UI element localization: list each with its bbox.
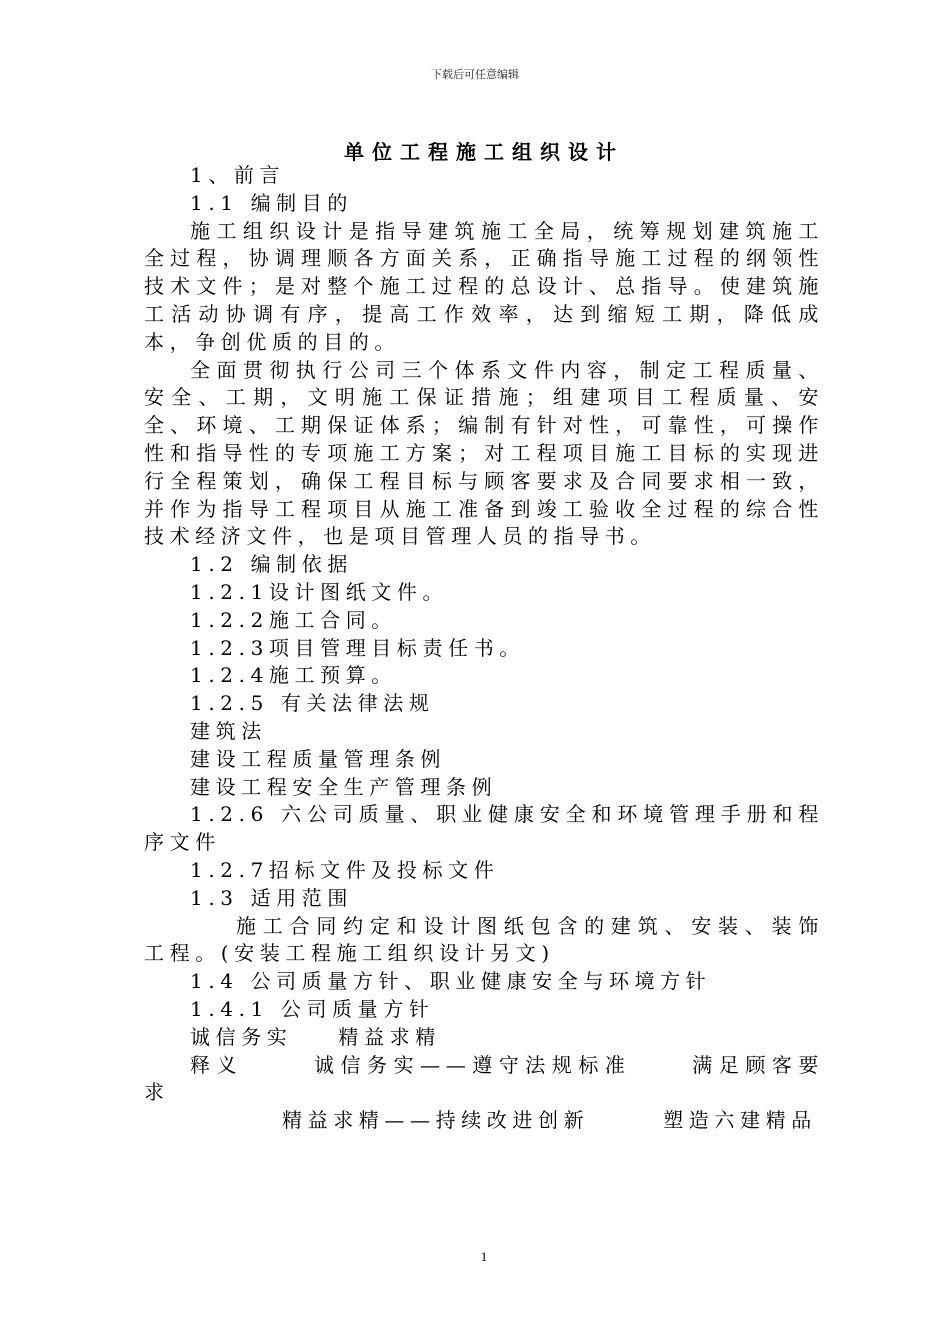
quality-policy-a: 诚信务实: [190, 1024, 293, 1049]
basis-item-1: 1.2.1设计图纸文件。: [190, 579, 449, 604]
basis-item-6: 1.2.6 六公司质量、职业健康安全和环境管理手册和程序文件: [144, 802, 824, 855]
section-heading-1-1: 1.1 编制目的: [190, 190, 353, 215]
explanation-line-2: [144, 1107, 824, 1135]
document-body: [144, 162, 824, 1135]
basis-item-7: 1.2.7招标文件及投标文件: [190, 857, 500, 882]
explanation-2-b: 塑造六建精品: [663, 1108, 817, 1133]
page-header-note: 下载后可任意编辑: [431, 68, 519, 81]
page-number: 1: [480, 1249, 488, 1264]
section-heading-1-4-1: 1.4.1 公司质量方针: [190, 996, 435, 1021]
explanation-1-b: 满足顾客要求: [144, 1052, 825, 1105]
section-heading-1: 1、前言: [190, 163, 286, 187]
section-heading-1-2: 1.2 编制依据: [190, 552, 353, 577]
quality-policy-b: 精益求精: [338, 1024, 441, 1049]
document-title: 单位工程施工组织设计: [344, 140, 624, 164]
explanation-label: 释义: [190, 1052, 244, 1077]
basis-item-4: 1.2.4施工预算。: [190, 663, 397, 688]
section-heading-1-3: 1.3 适用范围: [190, 885, 353, 910]
quality-policy-line: [144, 1024, 824, 1052]
explanation-1-a: 诚信务实——遵守法规标准: [313, 1052, 632, 1077]
basis-item-3: 1.2.3项目管理目标责任书。: [190, 635, 525, 660]
section-heading-1-4: 1.4 公司质量方针、职业健康安全与环境方针: [190, 969, 712, 994]
basis-item-2: 1.2.2施工合同。: [190, 607, 397, 632]
law-item-3: 建设工程安全生产管理条例: [190, 774, 498, 799]
explanation-2-a: 精益求精——持续改进创新: [282, 1108, 590, 1133]
paragraph-scope: 施工合同约定和设计图纸包含的建筑、安装、装饰工程。(安装工程施工组织设计另文): [144, 913, 824, 966]
paragraph-implementation: 全面贯彻执行公司三个体系文件内容，制定工程质量、安全、工期，文明施工保证措施；组建项目工程质量、安全、环境、工期保证体系；编制有针对性，可靠性，可操作性和指导性的专项施工方案；对工程项目施工目标的实现进行全程策划，确保工程目标与顾客要求及合同要求相一致，并作为指导工程项目从施工准备到竣工验收全过程的综合性技术经济文件，也是项目管理人员的指导书。: [144, 357, 824, 549]
law-item-1: 建筑法: [190, 718, 267, 743]
basis-item-5: 1.2.5 有关法律法规: [190, 691, 435, 716]
paragraph-purpose: 施工组织设计是指导建筑施工全局，统筹规划建筑施工全过程，协调理顺各方面关系，正确指导施工过程的纲领性技术文件；是对整个施工过程的总设计、总指导。使建筑施工活动协调有序，提高工作效率，达到缩短工期，降低成本，争创优质的目的。: [144, 218, 824, 354]
explanation-line-1: [144, 1052, 824, 1108]
law-item-2: 建设工程质量管理条例: [190, 746, 446, 771]
